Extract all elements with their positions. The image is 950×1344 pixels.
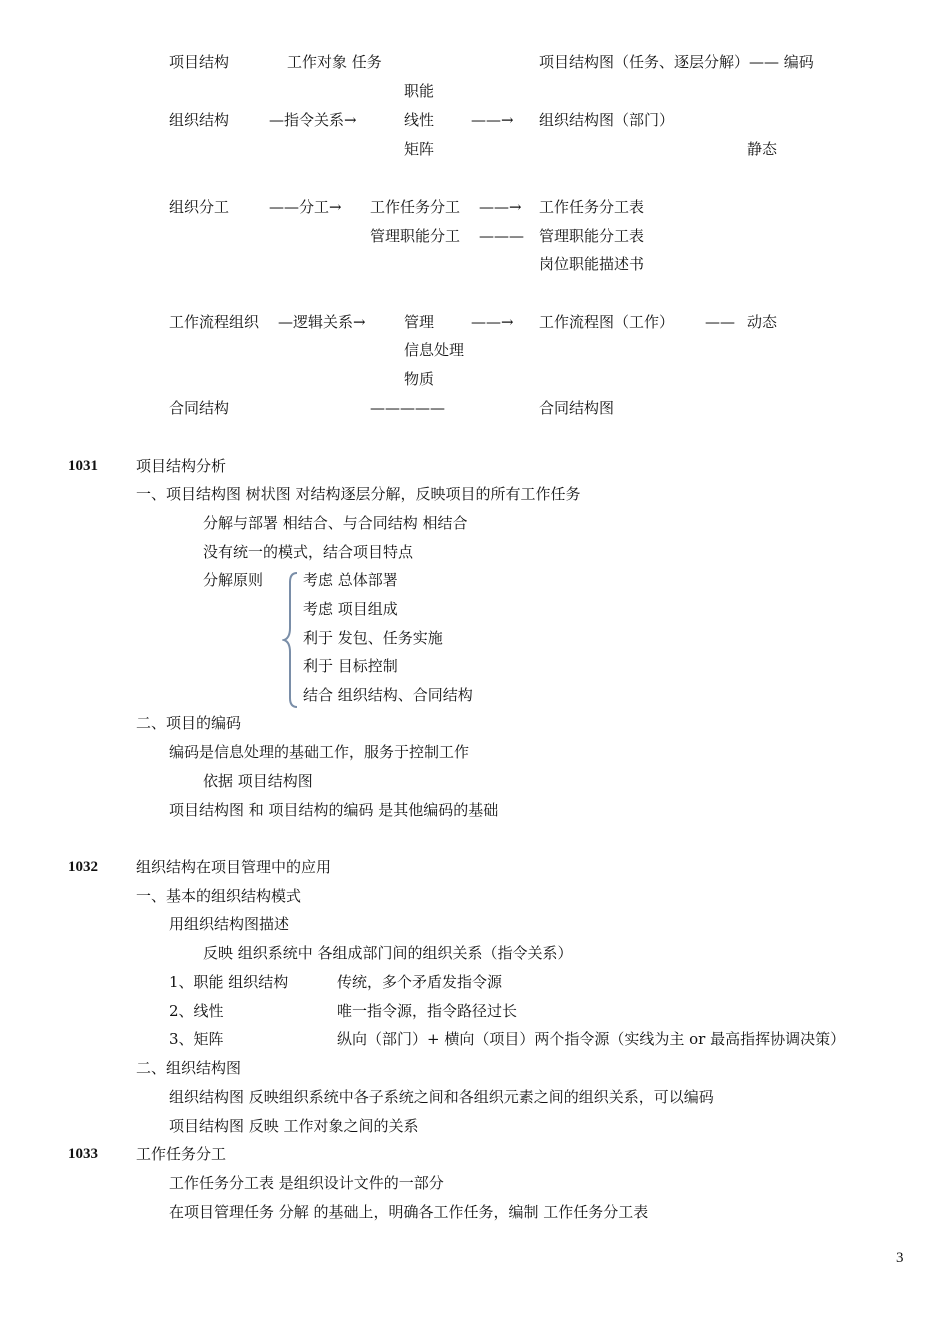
text-line: 分解与部署 相结合、与合同结构 相结合 <box>203 514 468 532</box>
row4-dash: —— <box>705 313 735 331</box>
row4-chart: 工作流程图（工作） <box>539 313 675 331</box>
principle-item: 结合 组织结构、合同结构 <box>303 686 473 704</box>
row4-mode-material: 物质 <box>404 370 435 388</box>
row4-arrow: ——→ <box>471 313 514 331</box>
principle-item: 考虑 项目组成 <box>303 600 398 618</box>
heading-basic-modes: 一、基本的组织结构模式 <box>136 887 302 905</box>
heading-org-chart: 二、组织结构图 <box>136 1059 242 1077</box>
row3-chart-task: 工作任务分工表 <box>539 198 645 216</box>
row2-arrow: ——→ <box>471 111 514 129</box>
row2-relation: —指令关系→ <box>269 111 357 129</box>
text-line: 依据 项目结构图 <box>203 772 313 790</box>
row2-chart: 组织结构图（部门） <box>539 111 675 129</box>
section-number: 1033 <box>68 1146 98 1162</box>
section-title: 组织结构在项目管理中的应用 <box>136 858 332 876</box>
mode-desc: 唯一指令源，指令路径过长 <box>337 1002 518 1020</box>
row5-left: 合同结构 <box>169 399 230 417</box>
mode-name: 2、线性 <box>169 1002 224 1020</box>
row2-left: 组织结构 <box>169 111 230 129</box>
section-number: 1032 <box>68 859 98 875</box>
principle-label: 分解原则 <box>203 571 264 589</box>
row1-chart: 项目结构图（任务、逐层分解）—— 编码 <box>539 53 814 71</box>
mode-desc: 传统，多个矛盾发指令源 <box>337 973 503 991</box>
row4-mode-info: 信息处理 <box>404 341 465 359</box>
row4-mode-mgmt: 管理 <box>404 313 435 331</box>
curly-brace-icon <box>282 570 302 710</box>
section-title: 工作任务分工 <box>136 1145 227 1163</box>
row1-left: 项目结构 <box>169 53 230 71</box>
row3-chart-post: 岗位职能描述书 <box>539 255 645 273</box>
row4-relation: —逻辑关系→ <box>278 313 366 331</box>
principle-item: 利于 发包、任务实施 <box>303 629 443 647</box>
row2-mode-linear: 线性 <box>404 111 435 129</box>
row4-state: 动态 <box>747 313 778 331</box>
mode-desc: 纵向（部门）+ 横向（项目）两个指令源（实线为主 or 最高指挥协调决策） <box>337 1030 846 1048</box>
mode-name: 3、矩阵 <box>169 1030 224 1048</box>
row3-arrow-mgmt: ——— <box>479 227 524 245</box>
row3-item-task: 工作任务分工 <box>370 198 461 216</box>
text-line: 项目结构图 反映 工作对象之间的关系 <box>169 1117 419 1135</box>
text-line: 没有统一的模式，结合项目特点 <box>203 543 414 561</box>
text-line: 组织结构图 反映组织系统中各子系统之间和各组织元素之间的组织关系，可以编码 <box>169 1088 714 1106</box>
principle-item: 考虑 总体部署 <box>303 571 398 589</box>
text-line: 项目结构图 和 项目结构的编码 是其他编码的基础 <box>169 801 499 819</box>
mode-name: 1、职能 组织结构 <box>169 973 289 991</box>
row1-object: 工作对象 任务 <box>287 53 382 71</box>
section-title: 项目结构分析 <box>136 457 227 475</box>
row2-mode-functional: 职能 <box>404 82 435 100</box>
row2-state: 静态 <box>747 140 778 158</box>
text-line: 工作任务分工表 是组织设计文件的一部分 <box>169 1174 444 1192</box>
row3-arrow-task: ——→ <box>479 198 522 216</box>
text-line: 编码是信息处理的基础工作，服务于控制工作 <box>169 743 470 761</box>
heading-project-coding: 二、项目的编码 <box>136 714 242 732</box>
row3-item-mgmt: 管理职能分工 <box>370 227 461 245</box>
row3-chart-mgmt: 管理职能分工表 <box>539 227 645 245</box>
row3-relation: ——分工→ <box>269 198 342 216</box>
row5-dash: ————— <box>370 399 445 417</box>
row3-left: 组织分工 <box>169 198 230 216</box>
row5-chart: 合同结构图 <box>539 399 615 417</box>
row4-left: 工作流程组织 <box>169 313 260 331</box>
text-line: 在项目管理任务 分解 的基础上，明确各工作任务，编制 工作任务分工表 <box>169 1203 649 1221</box>
principle-item: 利于 目标控制 <box>303 657 398 675</box>
page-number: 3 <box>896 1250 904 1266</box>
heading-project-structure-chart: 一、项目结构图 树状图 对结构逐层分解，反映项目的所有工作任务 <box>136 485 581 503</box>
row2-mode-matrix: 矩阵 <box>404 140 435 158</box>
text-line: 反映 组织系统中 各组成部门间的组织关系（指令关系） <box>203 944 573 962</box>
text-line: 用组织结构图描述 <box>169 915 290 933</box>
section-number: 1031 <box>68 458 98 474</box>
